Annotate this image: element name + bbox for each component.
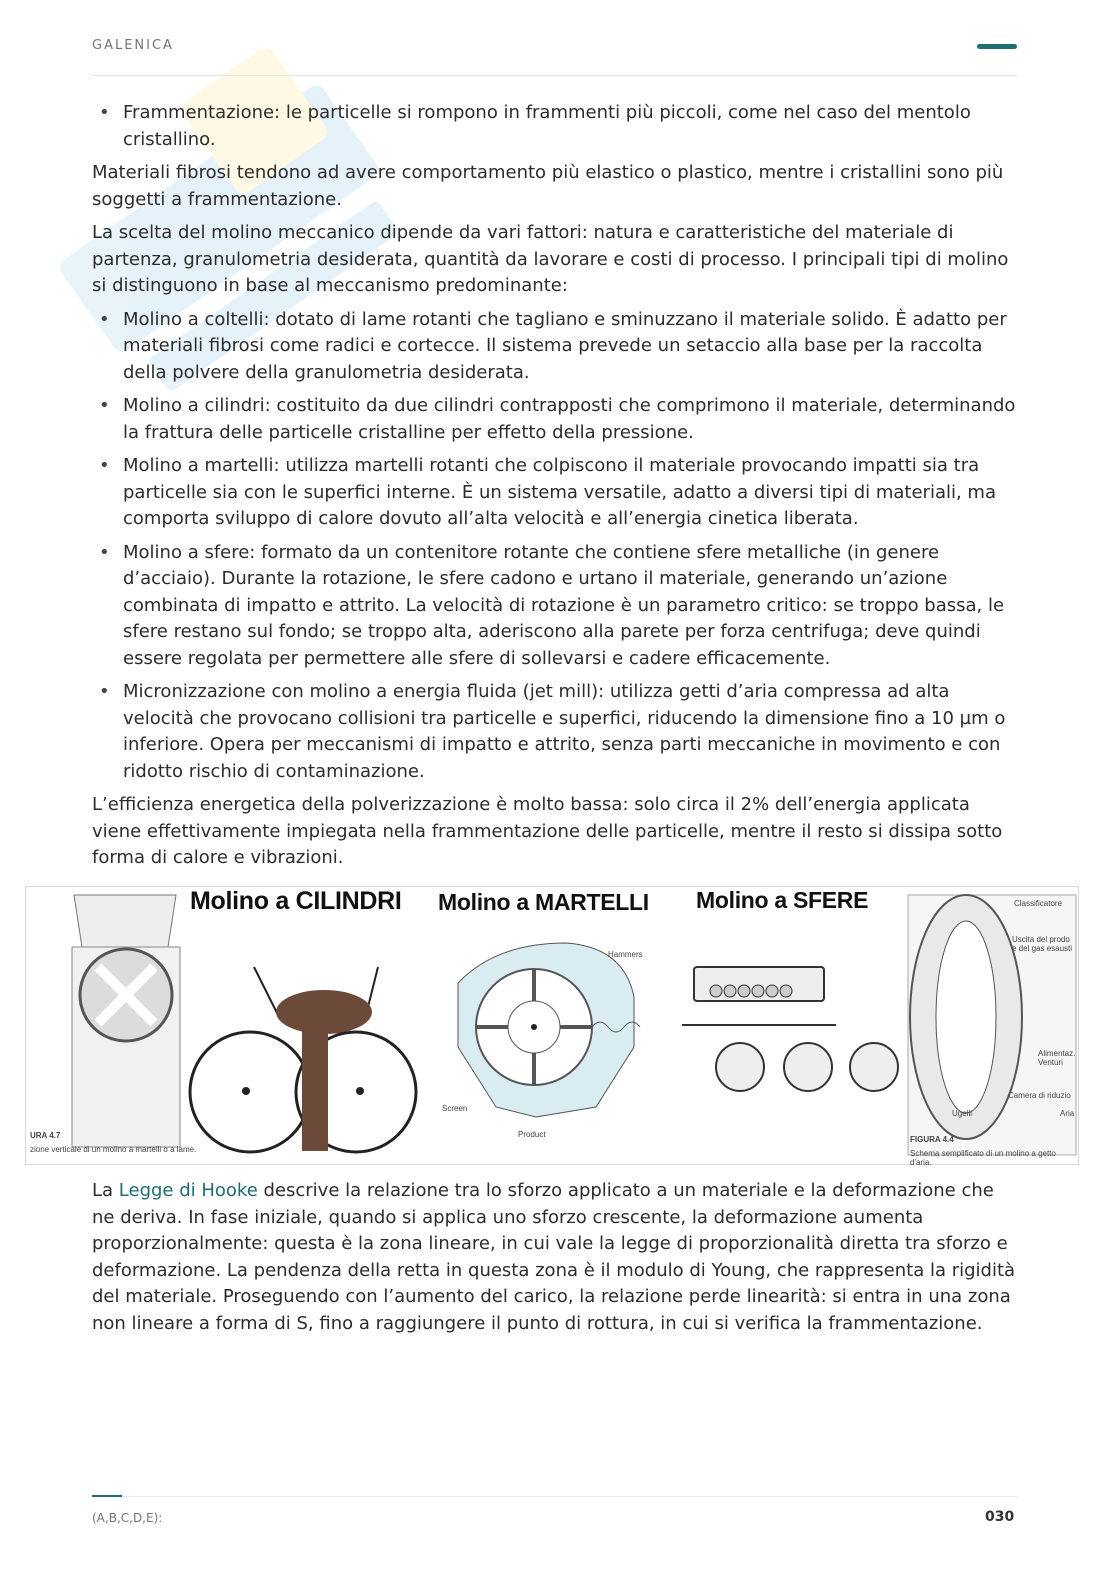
label-alimentazione: Alimentaz. Venturi [1038, 1049, 1076, 1067]
hammer-mill-diagram [458, 943, 640, 1117]
footer-divider [92, 1496, 1017, 1497]
footer-accent-bar [92, 1495, 122, 1497]
roller-mill-diagram [190, 967, 416, 1152]
paragraph: La scelta del molino meccanico dipende da vari fattori: natura e caratteristiche del materiale di partenza, granulometria desiderata, quantità da lavorare e costi di processo. I principali tipi di molino si distinguono in base al meccanismo predominante: [92, 222, 1009, 296]
label-product: Product [518, 1130, 546, 1139]
figure-title-martelli: Molino a MARTELLI [438, 889, 649, 915]
bullet-text: Molino a sfere: formato da un contenitore rotante che contiene sfere metalliche (in genere d’acciaio). Durante la rotazione, le sfere cadono e urtano il materiale, generando un’azione combinata di impatto e attrito. La velocità di rotazione è un parametro critico: se troppo bassa, le sfere restano sul fondo; se troppo alta, aderiscono alla parete per forza centrifuga; deve quindi essere regolata per permettere alle sfere di sollevarsi e cadere efficacemente. [123, 541, 1005, 669]
mill-illustrations [26, 887, 1078, 1164]
bullet-text: Molino a martelli: utilizza martelli rotanti che colpiscono il materiale provocando impatti sia tra particelle sia con le superfici interne. È un sistema versatile, adatto a diversi tipi di materiali, ma comporta sviluppo di calore dovuto all’alta velocità e all’energia cinetica liberata. [123, 455, 996, 529]
footer-answer-options: (A,B,C,D,E): [92, 1511, 163, 1525]
jet-mill-diagram [908, 895, 1076, 1155]
figure-title-sfere: Molino a SFERE [696, 887, 869, 913]
bullet-dot: • [99, 455, 110, 476]
label-screen: Screen [442, 1104, 468, 1113]
label-aria: Aria [1060, 1109, 1075, 1118]
page-number: 030 [985, 1509, 1015, 1525]
figure-title-cilindri: Molino a CILINDRI [190, 887, 402, 915]
bullet-item [92, 100, 1020, 153]
paragraph: L’efficienza energetica della polverizzazione è molto bassa: solo circa il 2% dell’energia applicata viene effettivamente impiegata nella frammentazione delle particelle, mentre il resto si dissipa sotto forma di calore e vibrazioni. [92, 794, 1003, 868]
bullet-item [92, 307, 1020, 387]
bullet-text: Micronizzazione con molino a energia fluida (jet mill): utilizza getti d’aria compressa ad alta velocità che provocano collisioni tra particelle e superfici, riducendo la dimensione fino a 10 µm o inferiore. Opera per meccanismi di impatto e attrito, senza parti meccaniche in movimento e con ridotto rischio di contaminazione. [123, 681, 1006, 782]
bullet-text: Molino a coltelli: dotato di lame rotanti che tagliano e sminuzzano il materiale solido. È adatto per materiali fibrosi come radici e cortecce. Il sistema prevede un setaccio alla base per la raccolta della polvere della granulometria desiderata. [123, 308, 1007, 383]
bullet-dot: • [99, 395, 110, 416]
ball-mill-diagram [682, 967, 898, 1091]
label-classificatore: Classificatore [1014, 899, 1063, 908]
paragraph: Materiali fibrosi tendono ad avere comportamento più elastico o plastico, mentre i cristallini sono più soggetti a frammentazione. [92, 162, 1004, 210]
header-divider [92, 75, 1017, 76]
label-ugelli: Ugelli [952, 1109, 973, 1118]
bullet-dot: • [99, 102, 110, 123]
bullet-text: Frammentazione: le particelle si rompono in frammenti più piccoli, come nel caso del mentolo cristallino. [123, 102, 971, 150]
bullet-dot: • [99, 681, 110, 702]
hooke-text: descrive la relazione tra lo sforzo applicato a un materiale e la deformazione che ne deriva. In fase iniziale, quando si applica uno sforzo crescente, la deformazione aumenta proporzionalmente: questa è la zona lineare, in cui vale la legge di proporzionalità diretta tra sforzo e deformazione. La pendenza della retta in questa zona è il modulo di Young, che rappresenta la rigidità del materiale. Proseguendo con l’aumento del carico, la relazione perde linearità: si entra in una zona non lineare a forma di S, fino a raggiungere il punto di rottura, in cui si verifica la frammentazione. [92, 1180, 1016, 1334]
mill-diagrams-figure [25, 886, 1079, 1165]
bullet-item [92, 540, 1020, 673]
caption-figura-4-4: Schema semplificato di un molino a getto d'aria. [910, 1149, 1056, 1167]
label-camera: Camera di riduzio [1008, 1091, 1071, 1100]
hooke-paragraph [92, 1178, 1020, 1337]
caption-figura-4-7: zione verticale di un molino a martelli o a lame. [30, 1145, 197, 1154]
hooke-link[interactable]: Legge di Hooke [118, 1180, 258, 1201]
body-text [92, 100, 1020, 879]
label-uscita: Uscita del prodo e del gas esausti [1012, 935, 1073, 953]
knife-mill-diagram [72, 895, 180, 1147]
bullet-dot: • [99, 541, 110, 563]
header-title: GALENICA [92, 38, 174, 53]
bullet-dot: • [99, 308, 110, 330]
header-accent-bar [977, 44, 1017, 49]
hooke-pre: La [92, 1180, 119, 1201]
bullet-text: Molino a cilindri: costituito da due cilindri contrapposti che comprimono il materiale, determinando la frattura delle particelle cristalline per effetto della pressione. [123, 395, 1016, 443]
label-figura-4-4: FIGURA 4.4 [910, 1135, 954, 1144]
label-figura-4-7: URA 4.7 [30, 1131, 61, 1140]
bullet-item [92, 679, 1020, 785]
bullet-item [92, 453, 1020, 533]
bullet-item [92, 393, 1020, 446]
label-hammers: Hammers [608, 950, 643, 959]
